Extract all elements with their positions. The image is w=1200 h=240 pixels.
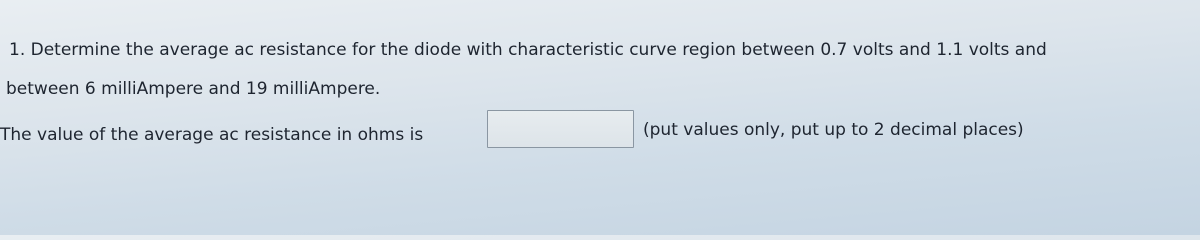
question-text-line-1: 1. Determine the average ac resistance for the diode with characteristic curve region between 0.7 volts and 1.1 volts and <box>9 40 1047 60</box>
question-text-line-2: between 6 milliAmpere and 19 milliAmpere. <box>6 79 381 99</box>
answer-row <box>0 117 1200 151</box>
answer-label: The value of the average ac resistance in ohms is <box>0 125 424 145</box>
answer-input[interactable] <box>487 110 634 148</box>
answer-hint: (put values only, put up to 2 decimal places) <box>643 120 1024 140</box>
